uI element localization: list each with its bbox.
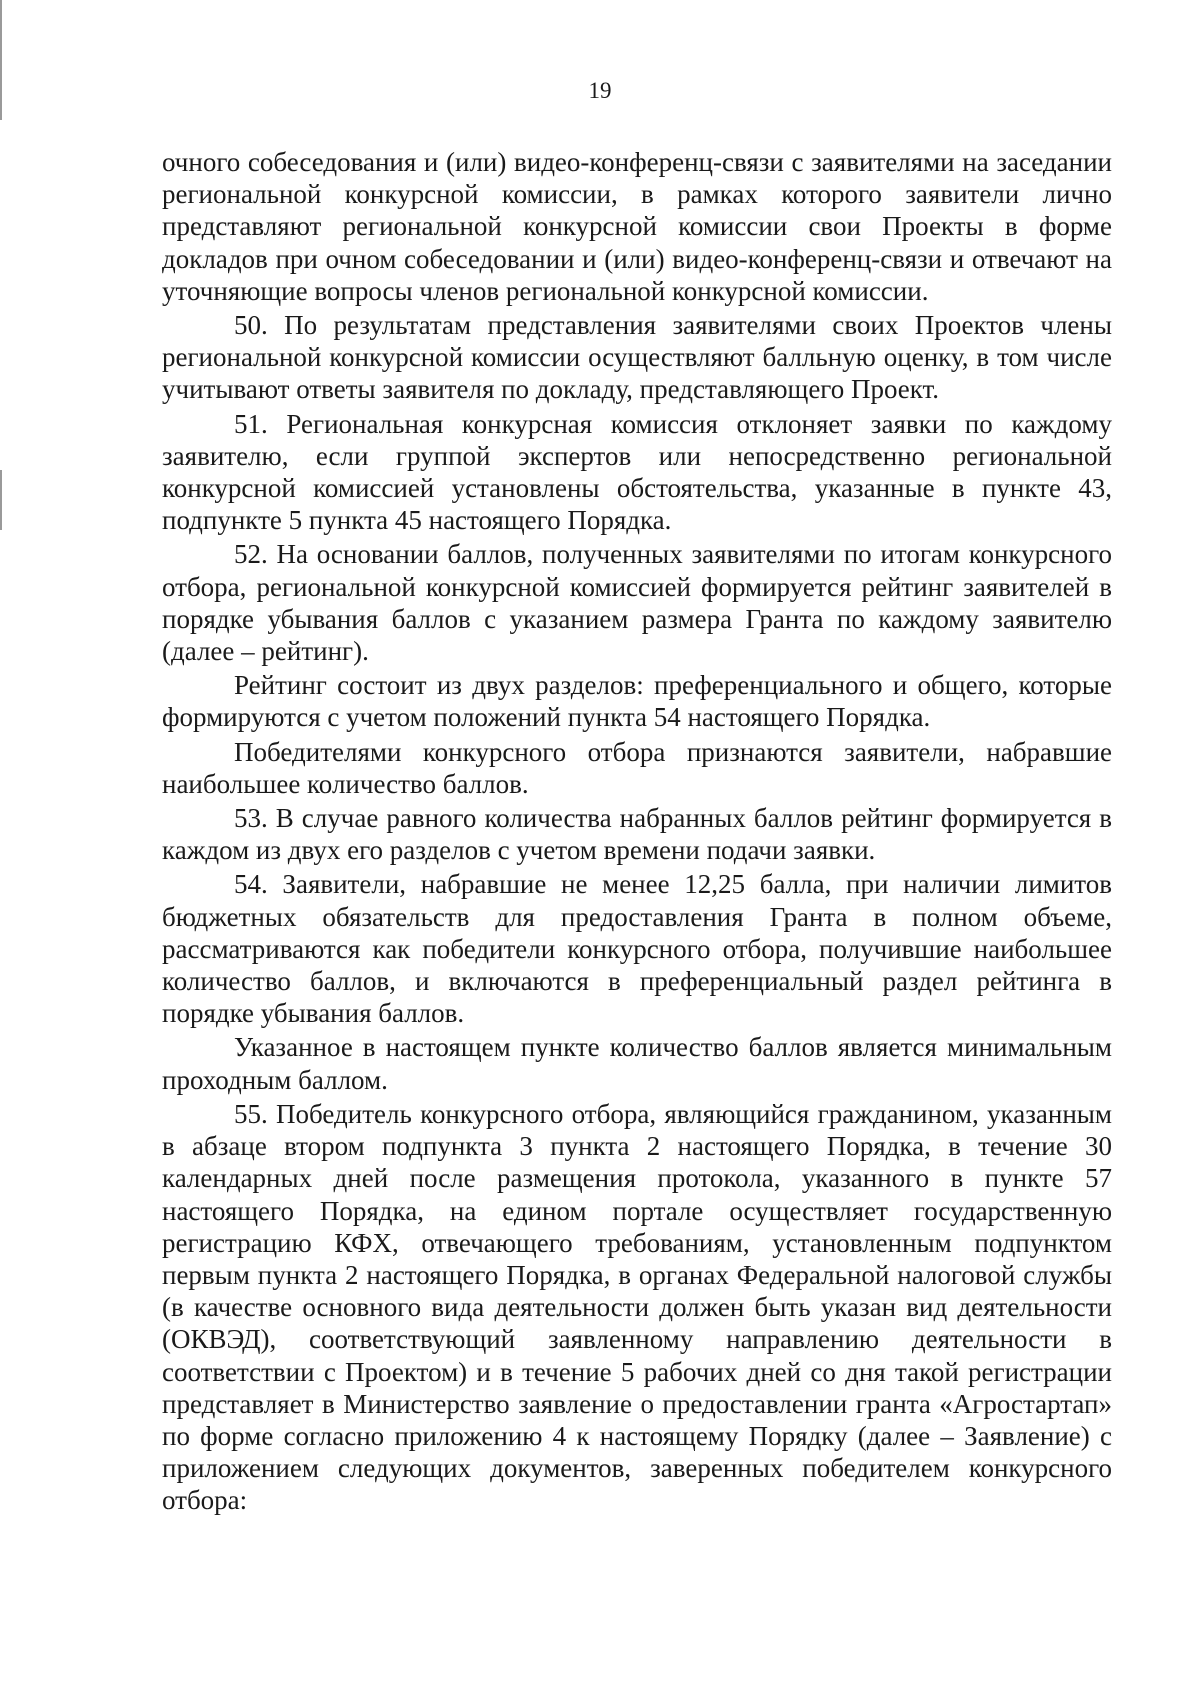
document-body bbox=[162, 146, 1112, 1517]
paragraph-minimum-score: Указанное в настоящем пункте количество баллов является минимальным проходным баллом. bbox=[162, 1032, 1112, 1095]
paragraph-item-50: 50. По результатам представления заявителями своих Проектов члены региональной конкурсной комиссии осуществляют балльную оценку, в том числе учитывают ответы заявителя по докладу, представляющего Проект. bbox=[162, 310, 1112, 405]
page-number: 19 bbox=[588, 78, 612, 103]
paragraph-item-52: 52. На основании баллов, полученных заявителями по итогам конкурсного отбора, региональной конкурсной комиссией формируется рейтинг заявителей в порядке убывания баллов с указанием размера Гранта по каждому заявителю (далее – рейтинг). bbox=[162, 539, 1112, 667]
paragraph-winners: Победителями конкурсного отбора признаются заявители, набравшие наибольшее количество баллов. bbox=[162, 736, 1112, 799]
paragraph-item-51: 51. Региональная конкурсная комиссия отклоняет заявки по каждому заявителю, если группой экспертов или непосредственно региональной конкурсной комиссией установлены обстоятельства, указанные в пункте 43, подпункте 5 пункта 45 настоящего Порядка. bbox=[162, 408, 1112, 536]
paragraph-item-54: 54. Заявители, набравшие не менее 12,25 балла, при наличии лимитов бюджетных обязательств для предоставления Гранта в полном объеме, рассматриваются как победители конкурсного отбора, получившие наибольшее количество баллов, и включаются в преференциальный раздел рейтинга в порядке убывания баллов. bbox=[162, 869, 1112, 1029]
paragraph-continuation: очного собеседования и (или) видео-конференц-связи с заявителями на заседании региональной конкурсной комиссии, в рамках которого заявители лично представляют региональной конкурсной комиссии свои Проекты в форме докладов при очном собеседовании и (или) видео-конференц-связи и отвечают на уточняющие вопросы членов региональной конкурсной комиссии. bbox=[162, 147, 1112, 306]
paragraph-item-53: 53. В случае равного количества набранных баллов рейтинг формируется в каждом из двух его разделов с учетом времени подачи заявки. bbox=[162, 803, 1112, 866]
paragraph-item-55: 55. Победитель конкурсного отбора, являющийся гражданином, указанным в абзаце втором подпункта 3 пункта 2 настоящего Порядка, в течение 30 календарных дней после размещения протокола, указанного в пункте 57 настоящего Порядка, на едином портале осуществляет государственную регистрацию КФХ, отвечающего требованиям, установленным подпунктом первым пункта 2 настоящего Порядка, в органах Федеральной налоговой службы (в качестве основного вида деятельности должен быть указан вид деятельности (ОКВЭД), соответствующий заявленному направлению деятельности в соответствии с Проектом) и в течение 5 рабочих дней со дня такой регистрации представляет в Министерство заявление о предоставлении гранта «Агростартап» по форме согласно приложению 4 к настоящему Порядку (далее – Заявление) с приложением следующих документов, заверенных победителем конкурсного отбора: bbox=[162, 1098, 1112, 1516]
scan-edge-mark bbox=[0, 470, 2, 530]
paragraph-rating-sections: Рейтинг состоит из двух разделов: преференциального и общего, которые формируются с учетом положений пункта 54 настоящего Порядка. bbox=[162, 670, 1112, 733]
